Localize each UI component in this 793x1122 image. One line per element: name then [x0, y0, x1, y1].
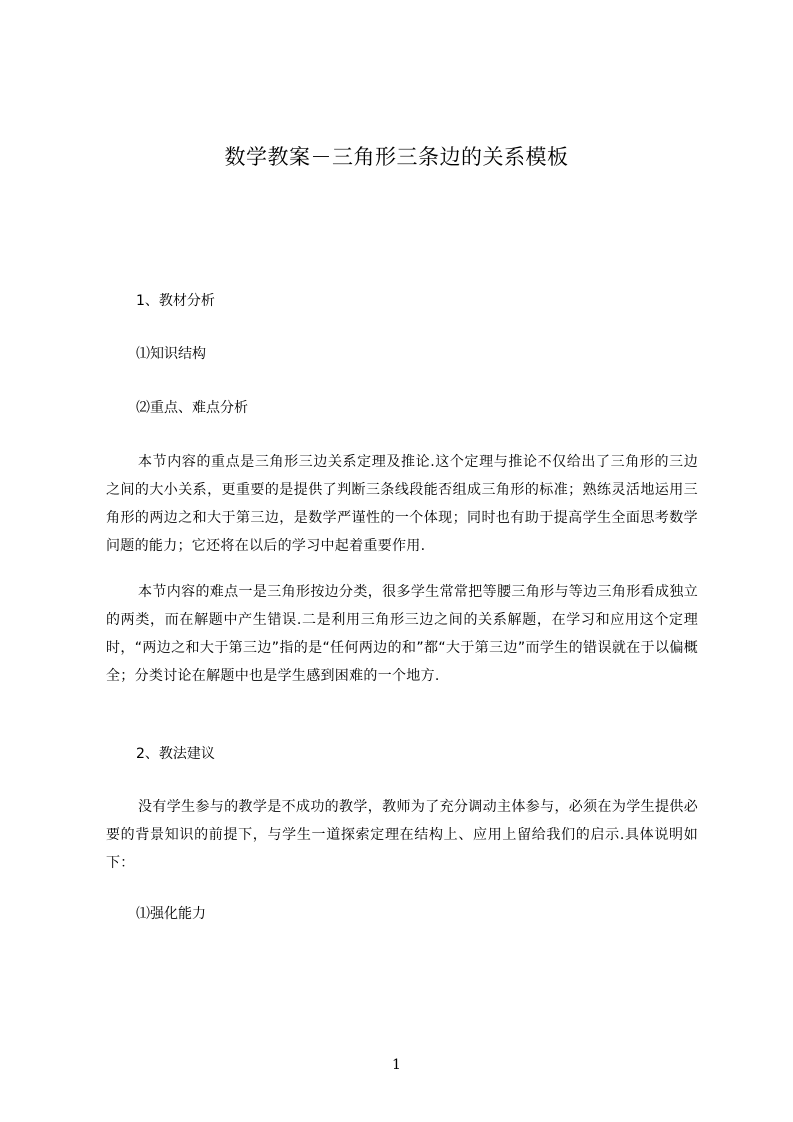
- subheading-key-difficult-points: ⑵重点、难点分析: [136, 400, 248, 416]
- subheading-knowledge-structure: ⑴知识结构: [136, 346, 206, 362]
- paragraph-difficult-points: 本节内容的难点一是三角形按边分类，很多学生常常把等腰三角形与等边三角形看成独立的两类，而在解题中产生错误.二是利用三角形三边之间的关系解题，在学习和应用这个定理时，“两边之和大于第三边”指的是“任何两边的和”都“大于第三边”而学生的错误就在于以偏概全；分类讨论在解题中也是学生感到困难的一个地方.: [106, 584, 698, 684]
- paragraph-teaching-method: 没有学生参与的教学是不成功的教学，教师为了充分调动主体参与，必须在为学生提供必要的背景知识的前提下，与学生一道探索定理在结构上、应用上留给我们的启示.具体说明如下：: [106, 799, 698, 871]
- section-heading-teaching-suggestions: 2、教法建议: [136, 746, 215, 762]
- paragraph-key-points: 本节内容的重点是三角形三边关系定理及推论.这个定理与推论不仅给出了三角形的三边之间的大小关系，更重要的是提供了判断三条线段能否组成三角形的标准；熟练灵活地运用三角形的两边之和大于第三边，是数学严谨性的一个体现；同时也有助于提高学生全面思考数学问题的能力；它还将在以后的学习中起着重要作用.: [106, 454, 698, 554]
- subheading-strengthen-ability: ⑴强化能力: [136, 906, 206, 922]
- page-number: 1: [392, 1057, 401, 1073]
- section-heading-textbook-analysis: 1、教材分析: [136, 293, 215, 309]
- document-title: 数学教案－三角形三条边的关系模板: [224, 145, 569, 169]
